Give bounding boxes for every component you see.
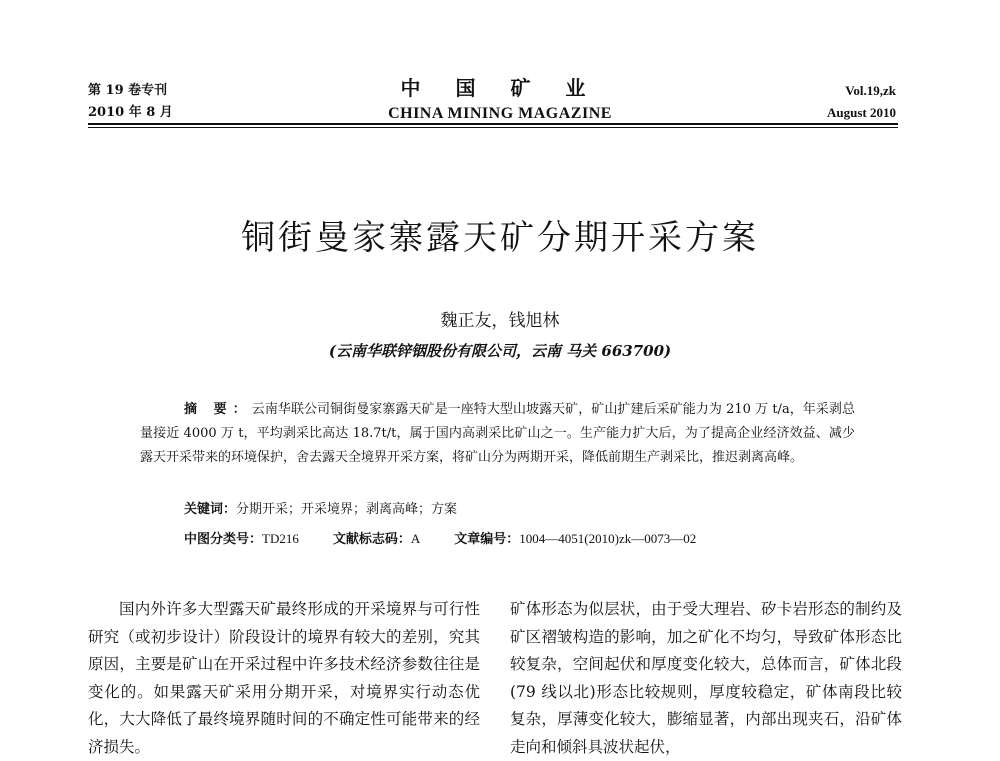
author-affiliation: (云南华联锌铟股份有限公司，云南 马关 663700) [328,342,672,360]
body-paragraph-orebody: 矿体形态为似层状，由于受大理岩、矽卡岩形态的制约及矿区褶皱构造的影响，加之矿化不均匀，导致矿体形态比较复杂，空间起伏和厚度变化较大，总体而言，矿体北段(79 线以北)形态比较规则，厚度较稳定，矿体南段比较复杂，厚薄变化较大，膨缩显著，内部出现夹石，沿矿体走向和倾斜具波状起伏， [510,600,902,756]
issue-date: 2010 年 8 月 [88,105,173,120]
article-title: 铜街曼家寨露天矿分期开采方案 [241,218,759,258]
cls-value: TD216 [262,531,299,546]
abstract [140,398,855,470]
article-number-value: 1004—4051(2010)zk—0073—02 [519,531,697,546]
journal-name-en: CHINA MINING MAGAZINE [388,105,612,122]
journal-name-cn: 中 国 矿 业 [400,76,600,100]
body-right-column [510,596,902,761]
keywords-label: 关键词： [184,502,237,517]
doc-code-label: 文献标志码： [332,532,411,547]
keywords-text: 分期开采；开采境界；剥离高峰；方案 [236,502,458,517]
classification-line [184,528,696,547]
article-authors: 魏正友，钱旭林 [440,311,560,331]
body-paragraph-intro: 国内外许多大型露天矿最终形成的开采境界与可行性研究（或初步设计）阶段设计的境界有较大的差别，究其原因，主要是矿山在开采过程中许多技术经济参数往往是变化的。如果露天矿采用分期开采，对境界实行动态优化，大大降低了最终境界随时间的不确定性可能带来的经济损失。 [88,600,480,756]
volume-number: Vol.19,zk [845,83,896,98]
header-rule-thin [88,127,898,128]
body-left-column [88,596,480,761]
keywords [184,498,457,517]
abstract-text: 云南华联公司铜街曼家寨露天矿是一座特大型山坡露天矿，矿山扩建后采矿能力为 210 万 t/a，年采剥总量接近 4000 万 t，平均剥采比高达 18.7t/t，属于国内高剥采比矿山之一。生产能力扩大后，为了提高企业经济效益、减少露天开采带来的环境保护，舍去露天全境界开采方案，将矿山分为两期开采，降低前期生产剥采比，推迟剥离高峰。 [140,402,855,465]
volume-date: August 2010 [827,105,896,120]
abstract-label: 摘 要： [184,402,252,417]
volume-info [827,80,896,124]
issue-volume: 第 19 卷专刊 [88,83,168,98]
cls-label: 中图分类号： [184,532,263,547]
header-rule-thick [88,123,898,125]
doc-code-value: A [410,531,421,546]
article-number-label: 文章编号： [454,532,520,547]
